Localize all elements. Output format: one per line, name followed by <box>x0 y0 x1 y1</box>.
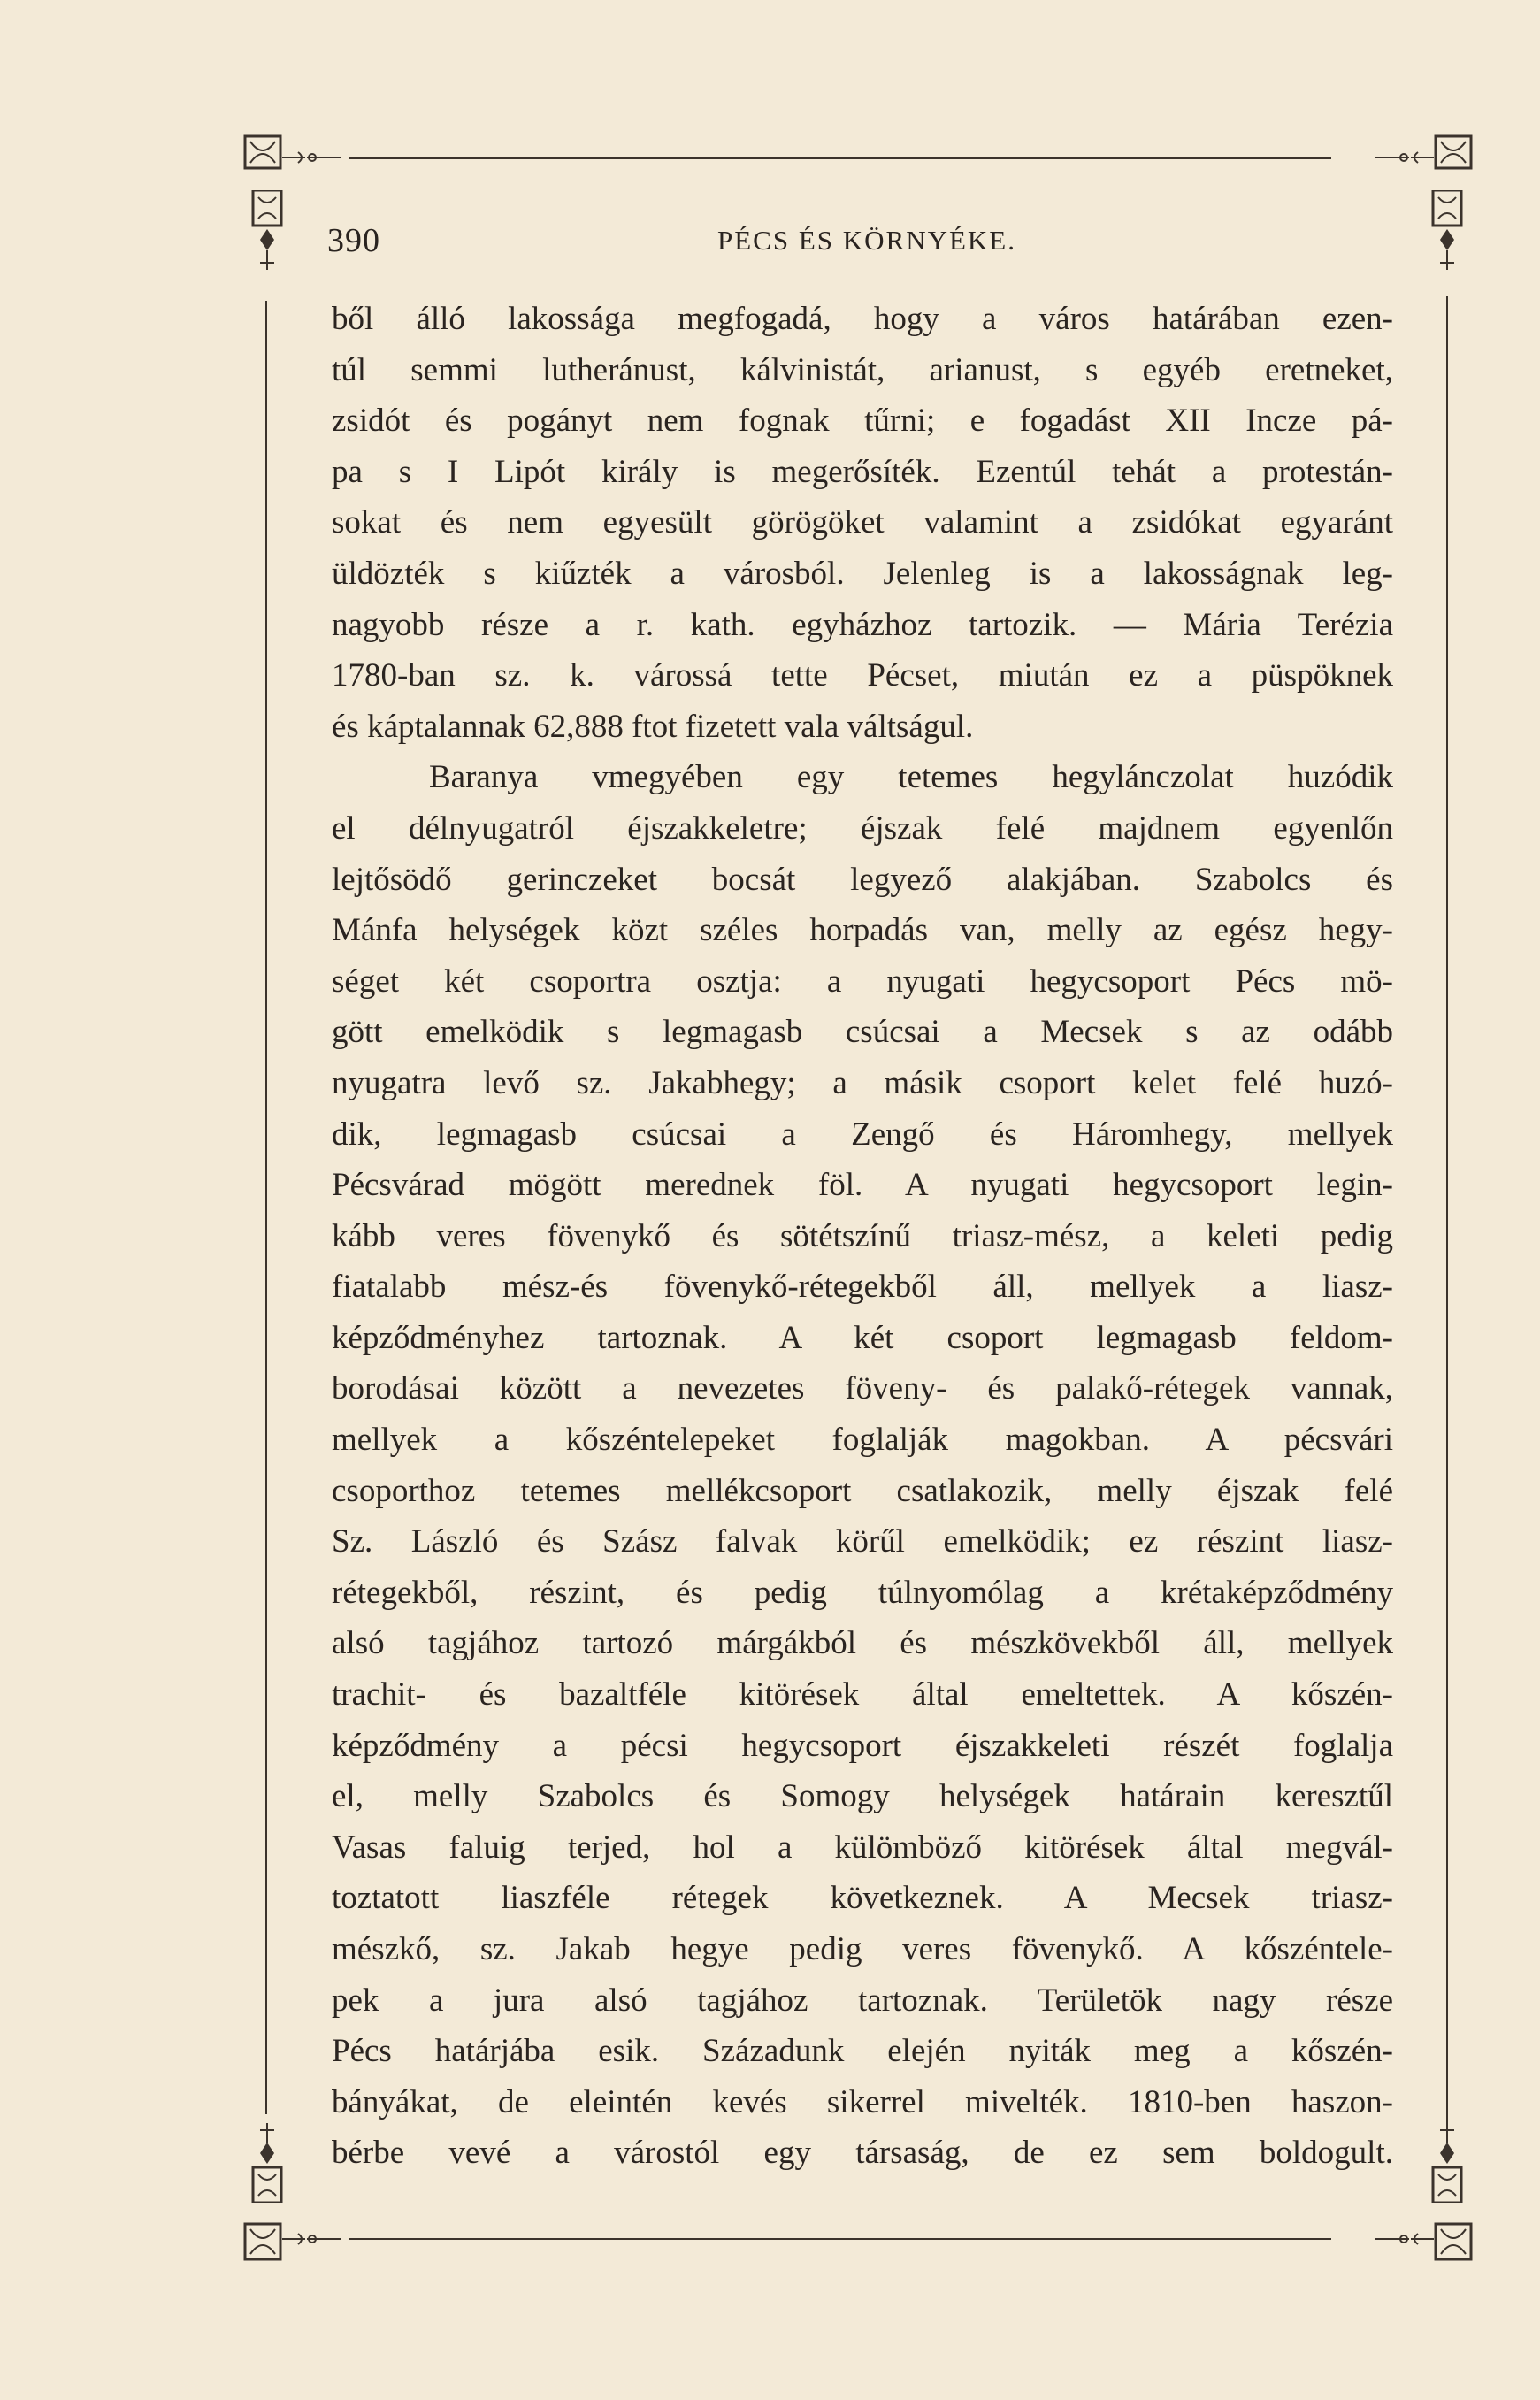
text-line: dik, legmagasb csúcsai a Zengő és Háromhegy, mellyek <box>332 1116 1393 1153</box>
corner-ornament-bottom-left <box>243 2212 341 2265</box>
corner-ornament-bottom-right <box>1375 2212 1473 2265</box>
side-ornament-bottom-left <box>249 2123 285 2203</box>
text-line: lejtősödő gerinczeket bocsát legyező alakjában. Szabolcs és <box>332 861 1393 898</box>
text-line: zsidót és pogányt nem fognak tűrni; e fogadást XII Incze pá- <box>332 403 1393 440</box>
text-line: trachit- és bazaltféle kitörések által emeltettek. A kőszén- <box>332 1676 1393 1714</box>
text-line: csoporthoz tetemes mellékcsoport csatlakozik, melly éjszak felé <box>332 1472 1393 1509</box>
text-line: alsó tagjához tartozó márgákból és mészkövekből áll, mellyek <box>332 1625 1393 1662</box>
frame-top-rule <box>349 157 1331 159</box>
paragraph-1 <box>332 294 1393 752</box>
text-line: borodásai között a nevezetes föveny- és palakő-rétegek vannak, <box>332 1370 1393 1407</box>
text-line: ből álló lakossága megfogadá, hogy a város határában ezen- <box>332 301 1393 337</box>
text-line: sokat és nem egyesült görögöket valamint a zsidókat egyaránt <box>332 504 1393 541</box>
paragraph-2 <box>332 752 1393 2179</box>
text-line: séget két csoportra osztja: a nyugati hegycsoport Pécs mö- <box>332 962 1393 1000</box>
frame-right-rule <box>1446 296 1448 2128</box>
side-ornament-bottom-right <box>1429 2123 1465 2203</box>
side-ornament-top-left <box>249 190 285 270</box>
text-line: túl semmi lutheránust, kálvinistát, arianust, s egyéb eretneket, <box>332 351 1393 388</box>
text-line: pek a jura alsó tagjához tartoznak. Területök nagy része <box>332 1982 1393 2019</box>
text-line: el délnyugatról éjszakkeletre; éjszak felé majdnem egyenlőn <box>332 809 1393 847</box>
text-line: bérbe vevé a várostól egy társaság, de ez sem boldogult. <box>332 2135 1393 2172</box>
text-line: kább veres fövenykő és sötétszínű triasz-mész, a keleti pedig <box>332 1217 1393 1254</box>
text-line: bányákat, de eleintén kevés sikerrel mivelték. 1810-ben haszon- <box>332 2083 1393 2120</box>
text-line: képződményhez tartoznak. A két csoport legmagasb feldom- <box>332 1319 1393 1356</box>
text-line: Mánfa helységek közt széles horpadás van, melly az egész hegy- <box>332 912 1393 949</box>
text-line: rétegekből, részint, és pedig túlnyomólag a krétaképződmény <box>332 1574 1393 1611</box>
text-line: Pécs határjába esik. Századunk elején nyiták meg a kőszén- <box>332 2033 1393 2070</box>
corner-ornament-top-right <box>1375 133 1473 186</box>
text-line: mellyek a kőszéntelepeket foglalják magokban. A pécsvári <box>332 1422 1393 1459</box>
text-line: Pécsvárad mögött merednek föl. A nyugati hegycsoport legin- <box>332 1167 1393 1204</box>
text-line: képződmény a pécsi hegycsoport éjszakkeleti részét foglalja <box>332 1727 1393 1764</box>
body-text <box>332 294 1393 2179</box>
text-line: pa s I Lipót király is megerősíték. Ezentúl tehát a protestán- <box>332 453 1393 490</box>
text-line: toztatott liaszféle rétegek következnek. A Mecsek triasz- <box>332 1880 1393 1917</box>
text-line: Baranya vmegyében egy tetemes hegylánczolat huzódik <box>429 759 1393 796</box>
page-header <box>327 221 1406 265</box>
text-line: nagyobb része a r. kath. egyházhoz tartozik. — Mária Terézia <box>332 606 1393 643</box>
corner-ornament-top-left <box>243 133 341 186</box>
text-line: üldözték s kiűzték a városból. Jelenleg is a lakosságnak leg- <box>332 555 1393 592</box>
text-line: és káptalannak 62,888 ftot fizetett vala váltságul. <box>332 708 974 745</box>
text-line: mészkő, sz. Jakab hegye pedig veres fövenykő. A kőszéntele- <box>332 1931 1393 1967</box>
text-line: fiatalabb mész-és fövenykő-rétegekből áll, mellyek a liasz- <box>332 1269 1393 1306</box>
side-ornament-top-right <box>1429 190 1465 270</box>
frame-left-rule <box>265 301 267 2114</box>
text-line: 1780-ban sz. k. várossá tette Pécset, miután ez a püspöknek <box>332 657 1393 694</box>
page-number: 390 <box>327 222 380 259</box>
text-line: el, melly Szabolcs és Somogy helységek határain keresztűl <box>332 1778 1393 1815</box>
text-line: nyugatra levő sz. Jakabhegy; a másik csoport kelet felé huzó- <box>332 1064 1393 1101</box>
frame-bottom-rule <box>349 2238 1331 2240</box>
running-head: PÉCS ÉS KÖRNYÉKE. <box>716 225 1016 256</box>
text-line: gött emelködik s legmagasb csúcsai a Mecsek s az odább <box>332 1014 1393 1051</box>
text-line: Vasas faluig terjed, hol a külömböző kitörések által megvál- <box>332 1829 1393 1866</box>
text-line: Sz. László és Szász falvak körűl emelködik; ez részint liasz- <box>332 1523 1393 1560</box>
